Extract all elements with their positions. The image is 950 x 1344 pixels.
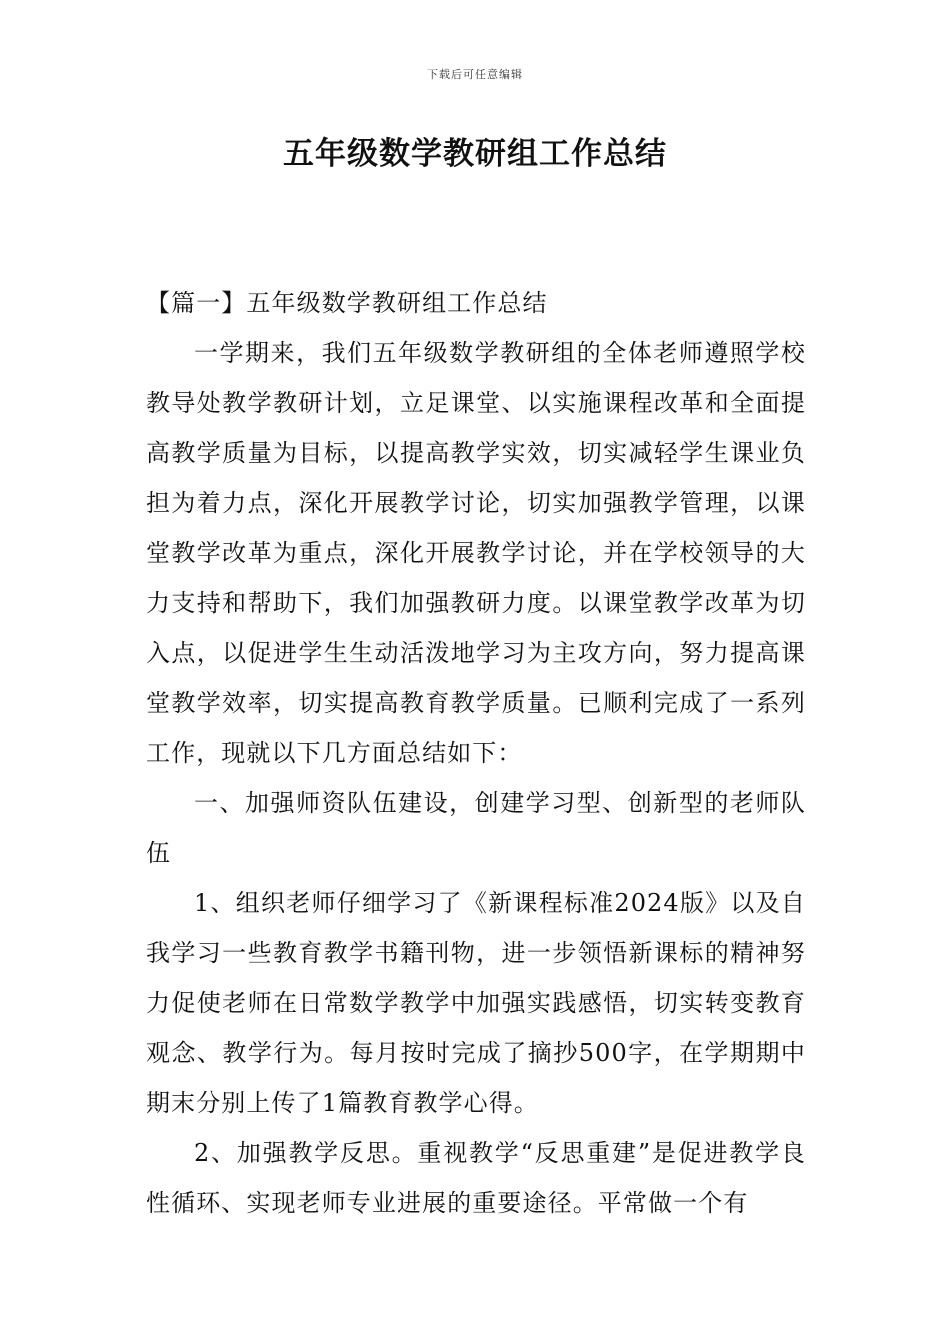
- paragraph-item-2: 2、加强教学反思。重视教学“反思重建”是促进教学良性循环、实现老师专业进展的重要途径。平常做一个有: [146, 1139, 806, 1217]
- header-note: 下载后可任意编辑: [427, 68, 523, 81]
- section-heading: 【篇一】五年级数学教研组工作总结: [146, 289, 548, 317]
- paragraph-intro: 一学期来，我们五年级数学教研组的全体老师遵照学校教导处教学教研计划，立足课堂、以实施课程改革和全面提高教学质量为目标，以提高教学实效，切实减轻学生课业负担为着力点，深化开展教学讨论，切实加强教学管理，以课堂教学改革为重点，深化开展教学讨论，并在学校领导的大力支持和帮助下，我们加强教研力度。以课堂教学改革为切入点，以促进学生生动活泼地学习为主攻方向，努力提高课堂教学效率，切实提高教育教学质量。已顺利完成了一系列工作，现就以下几方面总结如下：: [146, 339, 806, 767]
- paragraph-item-1: 1、组织老师仔细学习了《新课程标准2024版》以及自我学习一些教育教学书籍刊物，进一步领悟新课标的精神努力促使老师在日常数学教学中加强实践感悟，切实转变教育观念、教学行为。每月按时完成了摘抄500字，在学期期中期末分别上传了1篇教育教学心得。: [146, 889, 806, 1117]
- document-title: 五年级数学教研组工作总结: [283, 136, 667, 172]
- paragraph-heading-1: 一、加强师资队伍建设，创建学习型、创新型的老师队伍: [146, 789, 806, 867]
- document-body: [146, 278, 806, 1228]
